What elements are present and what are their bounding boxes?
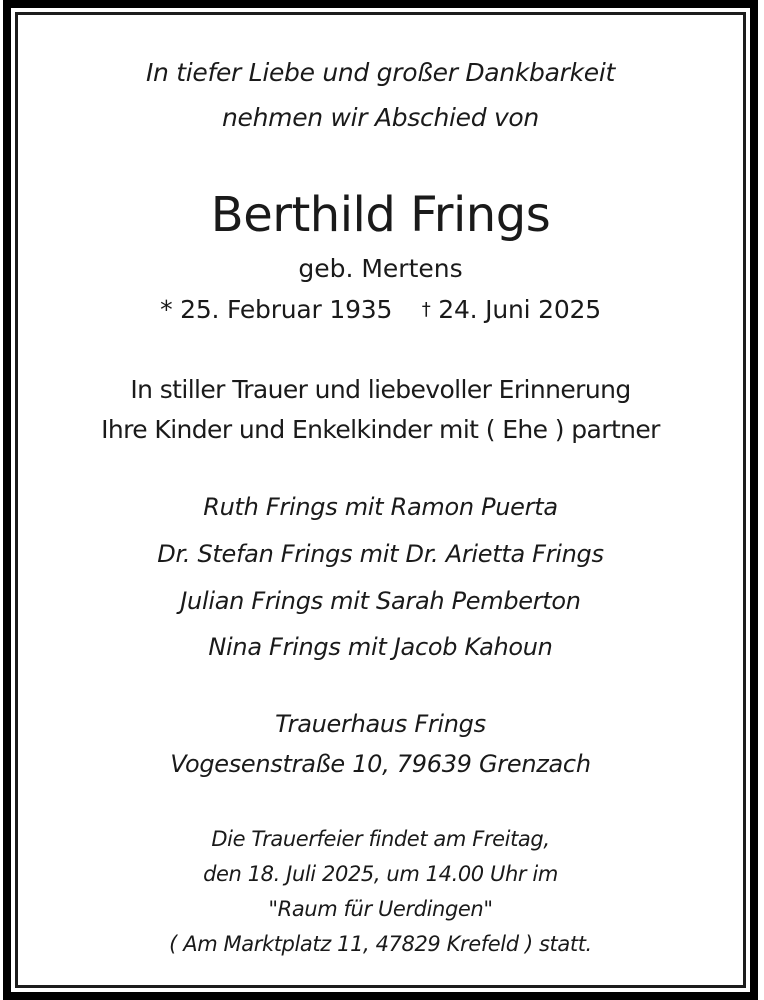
service-line-1: Die Trauerfeier findet am Freitag,: [211, 827, 550, 851]
house-of-mourning-address: Vogesenstraße 10, 79639 Grenzach: [170, 750, 591, 778]
intro-line-1: In tiefer Liebe und großer Dankbarkeit: [145, 58, 616, 87]
mourner-item: Ruth Frings mit Ramon Puerta: [203, 493, 558, 521]
deceased-name: Berthild Frings: [210, 187, 551, 243]
birth-symbol: *: [160, 295, 173, 324]
death-date: 24. Juni 2025: [438, 295, 601, 324]
mourning-line-1: In stiller Trauer und liebevoller Erinnerung: [130, 375, 631, 404]
mourner-item: Dr. Stefan Frings mit Dr. Arietta Frings: [157, 540, 604, 568]
inner-border-frame: [15, 12, 746, 988]
outer-border-frame: [3, 0, 758, 1000]
service-line-4: ( Am Marktplatz 11, 47829 Krefeld ) statt.: [169, 932, 592, 956]
obituary-notice: [18, 15, 743, 985]
mourner-item: Julian Frings mit Sarah Pemberton: [180, 587, 581, 615]
service-line-3: "Raum für Uerdingen": [268, 897, 493, 921]
mourner-item: Nina Frings mit Jacob Kahoun: [208, 633, 553, 661]
maiden-name: geb. Mertens: [298, 254, 463, 283]
service-line-2: den 18. Juli 2025, um 14.00 Uhr im: [203, 862, 558, 886]
birth-date: 25. Februar 1935: [180, 295, 393, 324]
mourning-line-2: Ihre Kinder und Enkelkinder mit ( Ehe ) partner: [101, 415, 660, 444]
death-cross-icon: †: [421, 299, 431, 320]
life-dates: [18, 297, 743, 322]
intro-line-2: nehmen wir Abschied von: [222, 103, 539, 132]
house-of-mourning-label: Trauerhaus Frings: [275, 710, 486, 738]
